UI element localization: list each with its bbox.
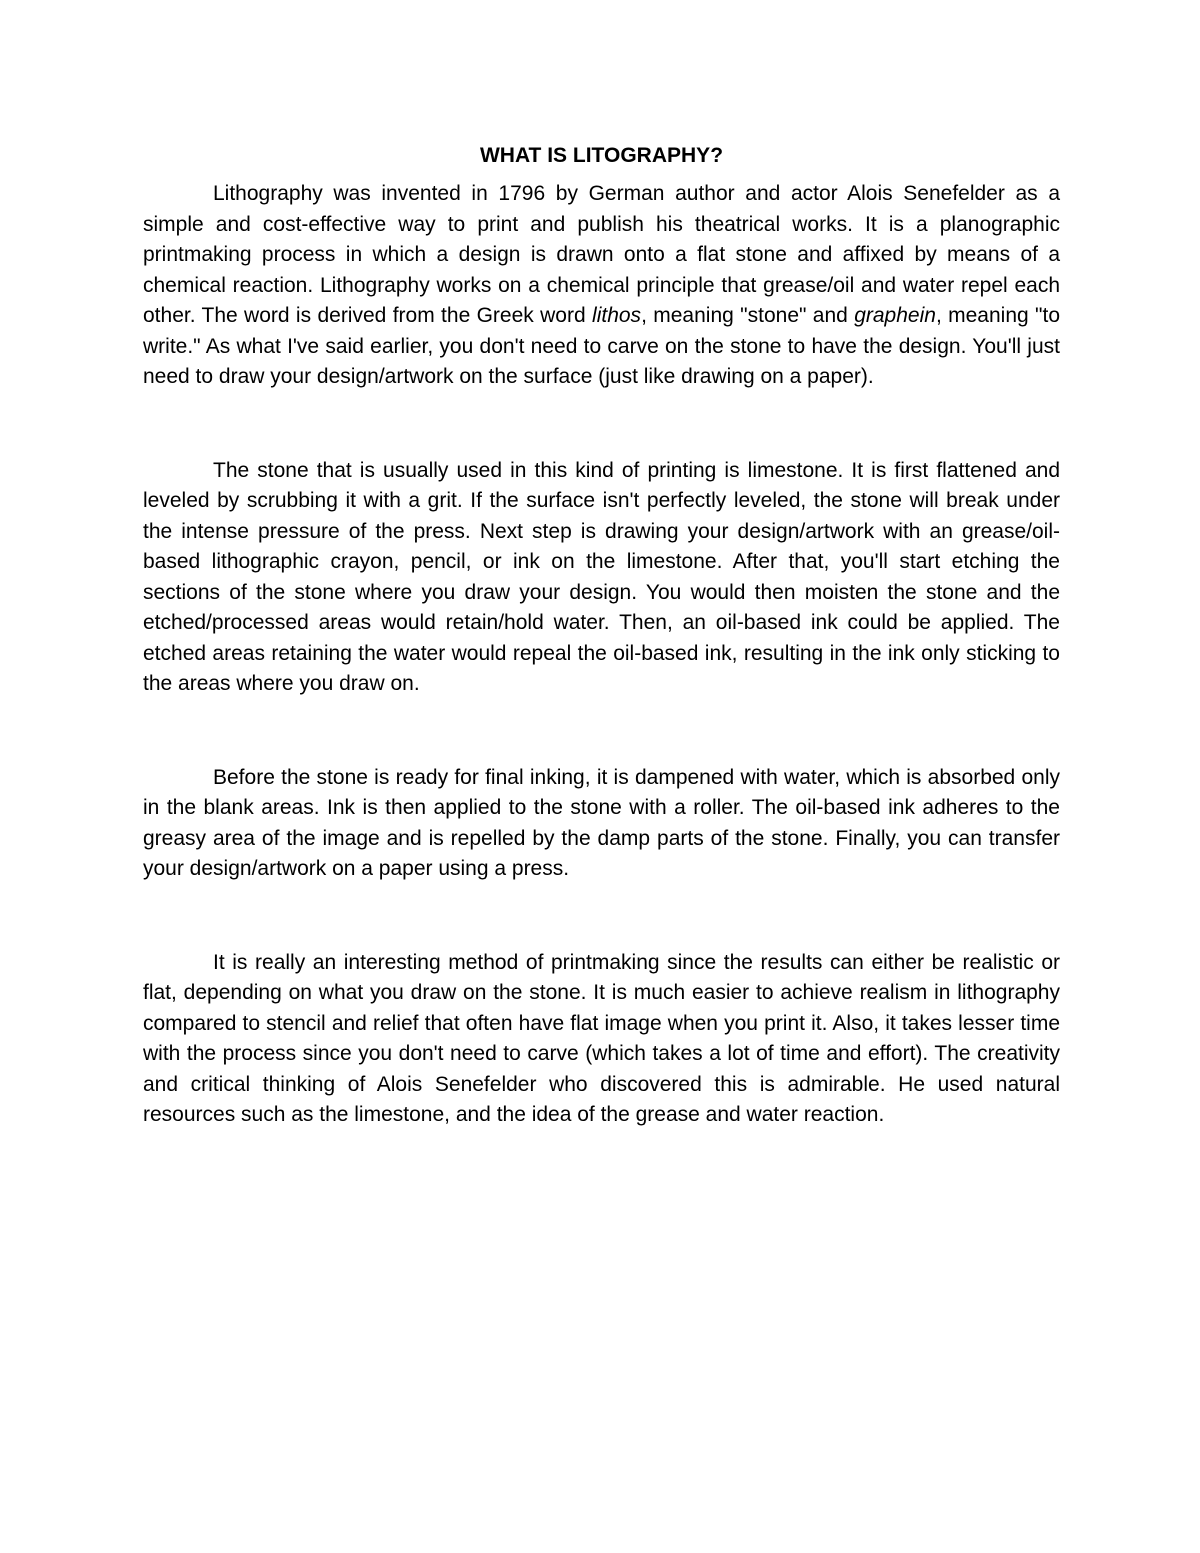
greek-word-graphein: graphein: [854, 304, 936, 327]
paragraph-text: , meaning "stone" and: [641, 304, 855, 327]
paragraph-invention: [143, 179, 1060, 393]
document-title: WHAT IS LITOGRAPHY?: [479, 144, 724, 167]
document-page: [143, 140, 1060, 1131]
paragraph-process: The stone that is usually used in this kind of printing is limestone. It is first flattened and leveled by scrubbing it with a grit. If the surface isn't perfectly leveled, the stone will break under the intense pressure of the press. Next step is drawing your design/artwork with an grease/oil-based lithographic crayon, pencil, or ink on the limestone. After that, you'll start etching the sections of the stone where you draw your design. You would then moisten the stone and the etched/processed areas would retain/hold water. Then, an oil-based ink could be applied. The etched areas retaining the water would repeal the oil-based ink, resulting in the ink only sticking to the areas where you draw on.: [143, 458, 1060, 695]
paragraph-inking: Before the stone is ready for final inking, it is dampened with water, which is absorbed only in the blank areas. Ink is then applied to the stone with a roller. The oil-based ink adheres to the greasy area of the image and is repelled by the damp parts of the stone. Finally, you can transfer your design/artwork on a paper using a press.: [143, 765, 1060, 880]
paragraph-text: Lithography was invented in 1796 by German author and actor Alois Senefelder as a simple and cost-effective way to print and publish his theatrical works. It is a planographic printmaking process in which a design is drawn onto a flat stone and affixed by means of a chemical reaction. Lithography works on a chemical principle that grease/oil and water repel each other. The word is derived from the Greek word: [143, 182, 1060, 327]
greek-word-lithos: lithos: [592, 304, 642, 327]
paragraph-text: , meaning "to write." As what I've said earlier, you don't need to carve on the stone to have the design. You'll just need to draw your design/artwork on the surface (just like drawing on a paper).: [143, 304, 1061, 388]
paragraph-conclusion: It is really an interesting method of printmaking since the results can either be realistic or flat, depending on what you draw on the stone. It is much easier to achieve realism in lithography compared to stencil and relief that often have flat image when you print it. Also, it takes lesser time with the process since you don't need to carve (which takes a lot of time and effort). The creativity and critical thinking of Alois Senefelder who discovered this is admirable. He used natural resources such as the limestone, and the idea of the grease and water reaction.: [143, 950, 1060, 1126]
